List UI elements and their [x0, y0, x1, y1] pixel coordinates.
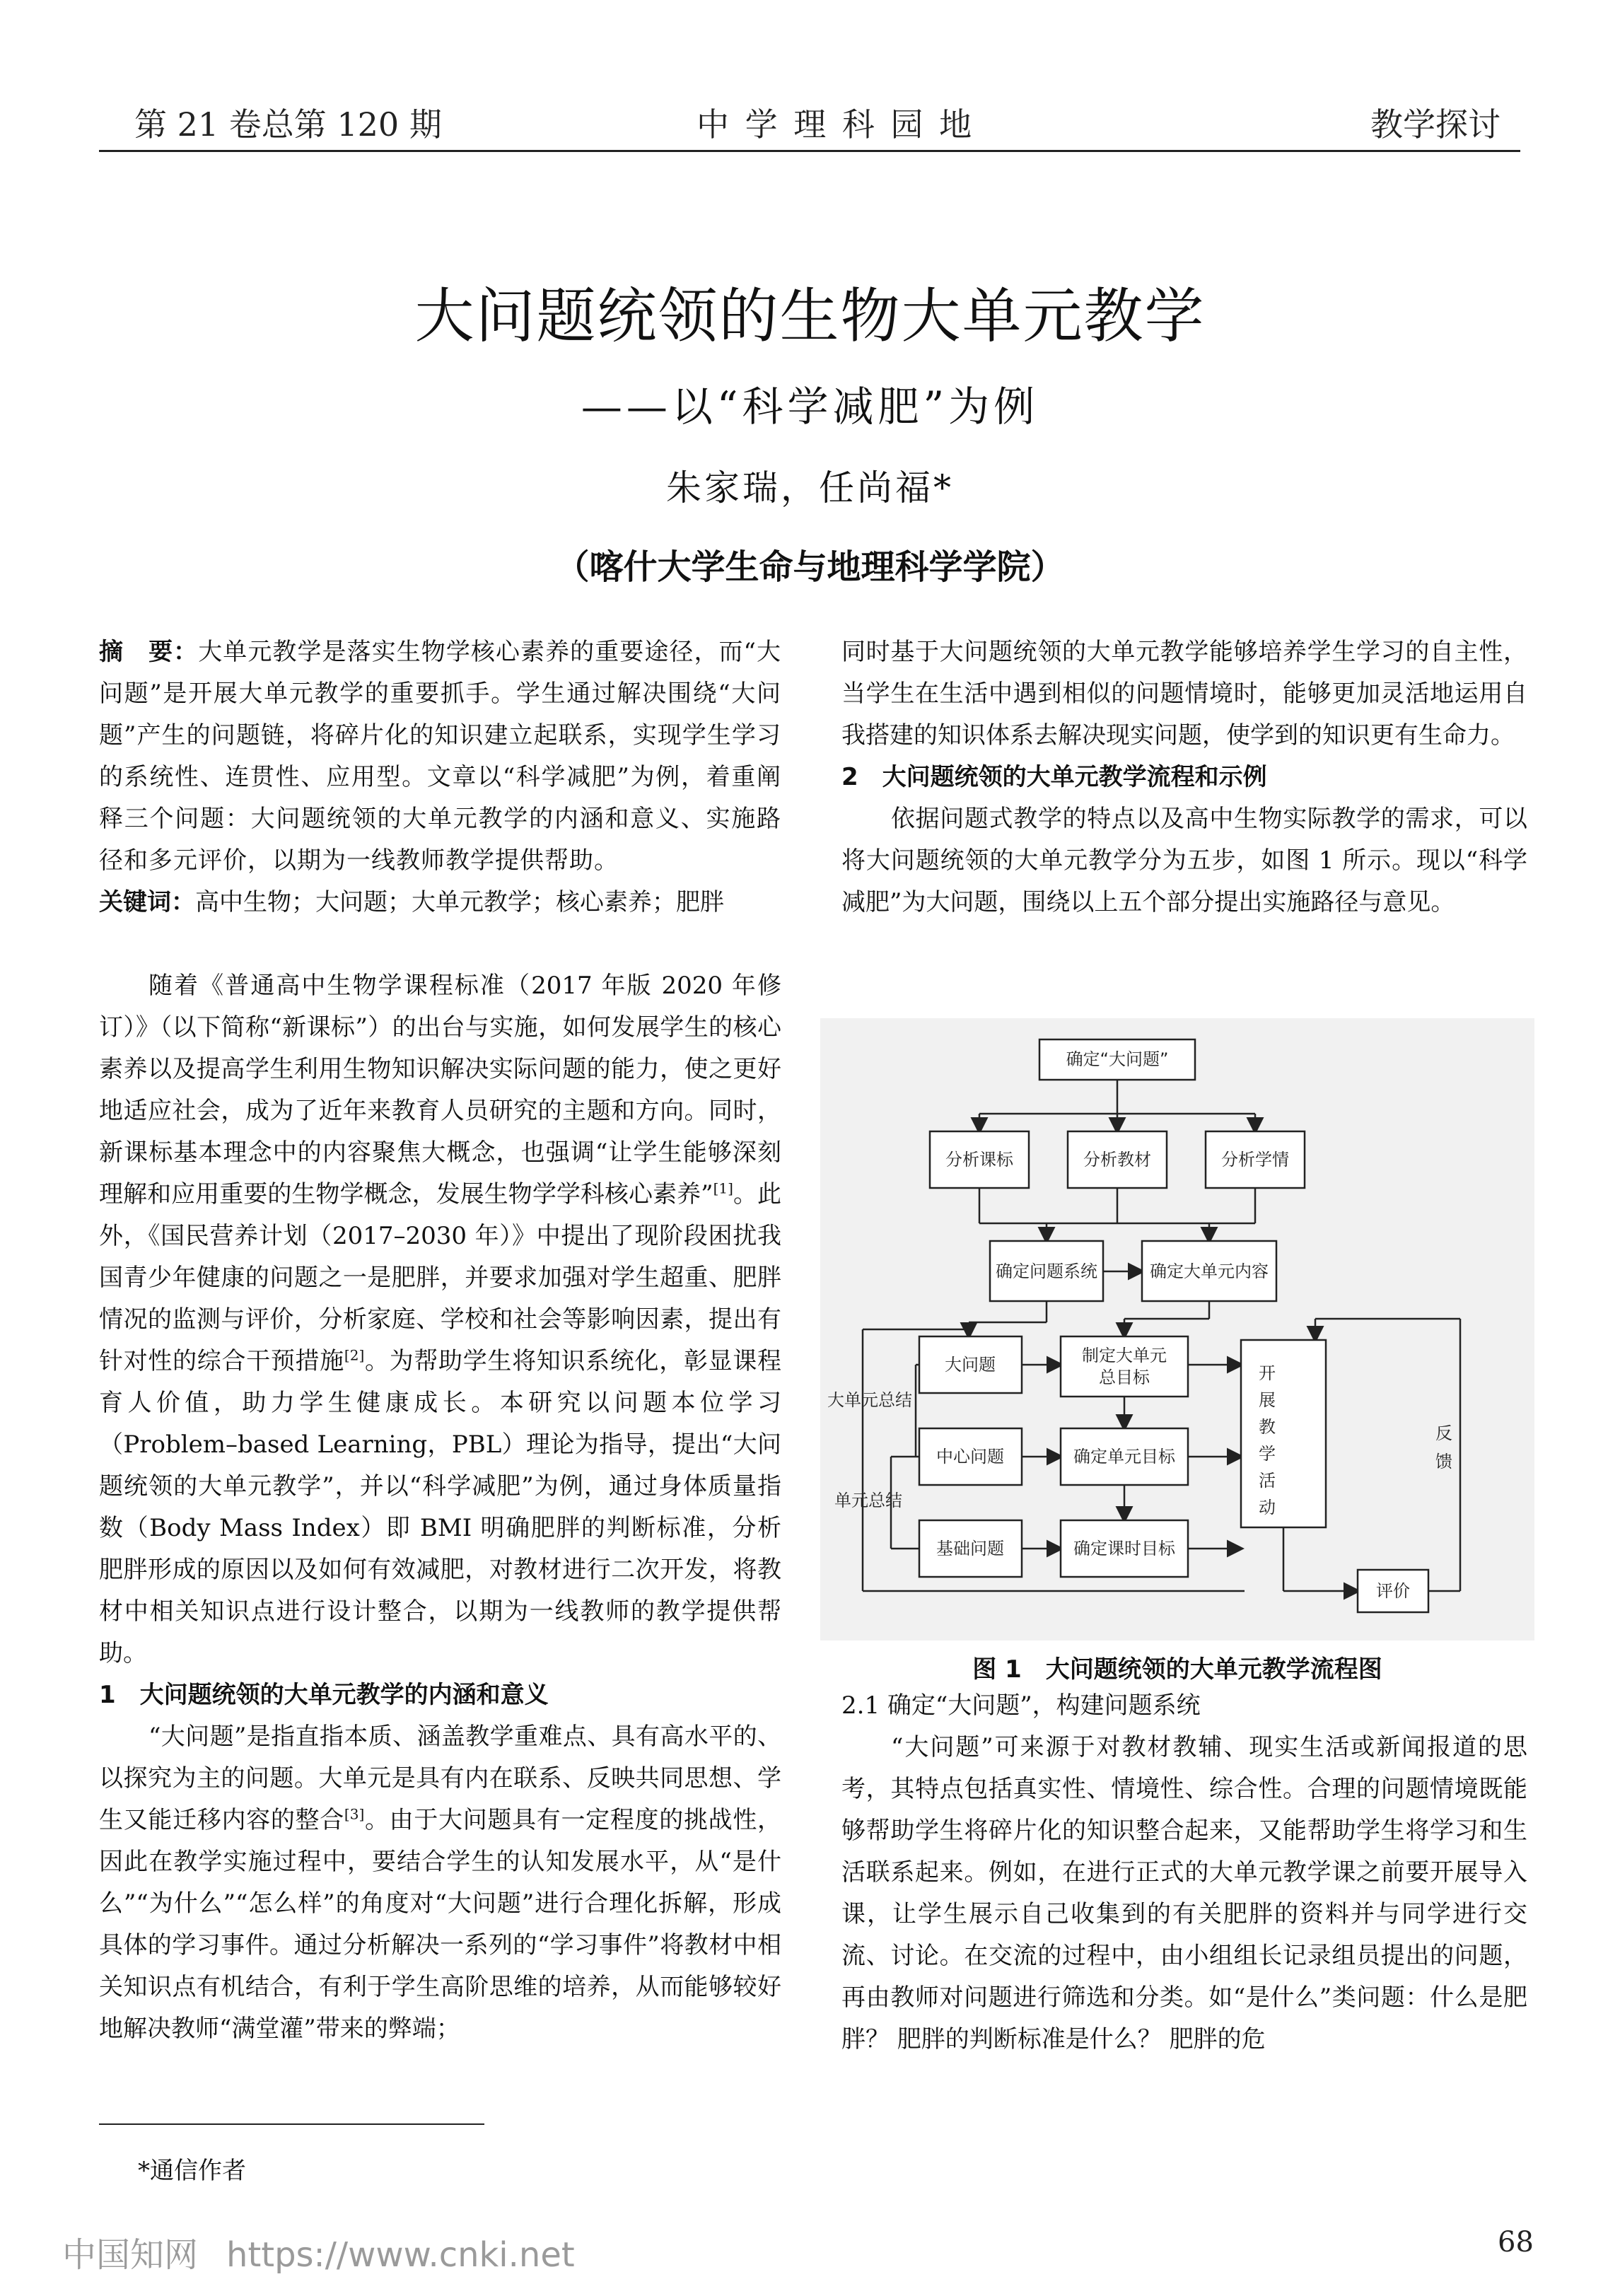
- citation-3[interactable]: [3]: [344, 1805, 365, 1823]
- section1-paragraph: [99, 1716, 781, 2050]
- label-activity-1: 开: [1259, 1363, 1276, 1383]
- label-overall-goal-1: 制定大单元: [1082, 1346, 1167, 1365]
- intro-text-2: 。此外，《国民营养计划（2017–2030 年）》中提出了现阶段困扰我国青少年健康的问题之一是肥胖，并要求加强对学生超重、肥胖情况的监测与评价，分析家庭、学校和社会等影响因素，提出有针对性的综合干预措施: [99, 1180, 781, 1375]
- intro-text-1: 随着《普通高中生物学课程标准（2017 年版 2020 年修订）》（以下简称“新课标”）的出台与实施，如何发展学生的核心素养以及提高学生利用生物知识解决实际问题的能力，使之更好地适应社会，成为了近年来教育人员研究的主题和方向。同时，新课标基本理念中的内容聚焦大概念，也强调“让学生能够深刻理解和应用重要的生物学概念，发展生物学学科核心素养”: [99, 972, 781, 1208]
- label-analyze-standard: 分析课标: [945, 1150, 1013, 1170]
- label-activity-4: 学: [1259, 1444, 1276, 1464]
- label-activity-3: 教: [1259, 1417, 1276, 1437]
- keywords-text: 高中生物；大问题；大单元教学；核心素养；肥胖: [195, 888, 724, 916]
- label-analyze-learner: 分析学情: [1221, 1150, 1289, 1170]
- keywords-label: 关键词：: [99, 888, 195, 916]
- right-column-top: [841, 631, 1527, 923]
- label-center-question: 中心问题: [936, 1447, 1004, 1467]
- node-teaching-activity: [1241, 1340, 1326, 1527]
- cnki-watermark: [62, 2227, 575, 2276]
- section2-paragraph: 依据问题式教学的特点以及高中生物实际教学的需求，可以将大问题统领的大单元教学分为五步，如图 1 所示。现以“科学减肥”为大问题，围绕以上五个部分提出实施路径与意见。: [841, 805, 1527, 916]
- label-unit-content: 确定大单元内容: [1150, 1261, 1269, 1281]
- article-subtitle: ——以“科学减肥”为例: [581, 383, 1039, 431]
- article-title: 大问题统领的生物大单元教学: [414, 281, 1206, 351]
- header-column: 教学探讨: [1370, 105, 1500, 144]
- label-problem-system: 确定问题系统: [996, 1261, 1097, 1281]
- label-unit-goal: 确定单元目标: [1073, 1447, 1175, 1467]
- label-activity-2: 展: [1259, 1390, 1276, 1410]
- citation-2[interactable]: [2]: [344, 1346, 365, 1364]
- header-rule: [99, 150, 1520, 152]
- label-feedback-2: 馈: [1435, 1452, 1452, 1472]
- label-big-summary: 大单元总结: [827, 1390, 912, 1410]
- header-journal: 中 学 理 科 园 地: [697, 105, 975, 144]
- label-basic-question: 基础问题: [936, 1539, 1004, 1558]
- section2-heading: 2 大问题统领的大单元教学流程和示例: [841, 763, 1267, 791]
- intro-paragraph: [99, 965, 781, 1674]
- abstract-label: 摘 要：: [99, 638, 199, 666]
- label-big-question: 大问题: [945, 1355, 996, 1375]
- section1-text-2: 。由于大问题具有一定程度的挑战性，因此在教学实施过程中，要结合学生的认知发展水平，从“是什么”“为什么”“怎么样”的角度对“大问题”进行合理化拆解，形成具体的学习事件。通过分析解决一系列的“学习事件”将教材中相关知识点有机结合，有利于学生高阶思维的培养，从而能够较好地解决教师“满堂灌”带来的弊端；: [99, 1806, 782, 2043]
- label-analyze-textbook: 分析教材: [1083, 1150, 1151, 1170]
- left-column: [99, 631, 781, 2050]
- abstract-text: 大单元教学是落实生物学核心素养的重要途径，而“大问题”是开展大单元教学的重要抓手。学生通过解决围绕“大问题”产生的问题链，将碎片化的知识建立起联系，实现学生学习的系统性、连贯性、应用型。文章以“科学减肥”为例，着重阐释三个问题：大问题统领的大单元教学的内涵和意义、实施路径和多元评价，以期为一线教师教学提供帮助。: [99, 638, 782, 875]
- flowchart: [820, 1018, 1534, 1641]
- cnki-url[interactable]: https://www.cnki.net: [226, 2235, 575, 2275]
- keywords: [99, 882, 781, 923]
- footnote: *通信作者: [138, 2157, 246, 2185]
- label-confirm-question: 确定“大问题”: [1066, 1049, 1169, 1069]
- right-column-bottom: [841, 1685, 1527, 2061]
- figure-1-caption: 图 1 大问题统领的大单元教学流程图: [972, 1655, 1382, 1684]
- section21-heading: 2.1 确定“大问题”，构建问题系统: [841, 1691, 1201, 1720]
- authors: 朱家瑞，任尚福*: [666, 467, 954, 508]
- intro-text-3: 。为帮助学生将知识系统化，彰显课程育人价值，助力学生健康成长。本研究以问题本位学习（Problem–based Learning，PBL）理论为指导，提出“大问题统领的大单元教学”，并以“科学减肥”为例，通过身体质量指数（Body Mass Index）即 BMI 明确肥胖的判断标准，分析肥胖形成的原因以及如何有效减肥，对教材进行二次开发，将教材中相关知识点进行设计整合，以期为一线教师的教学提供帮助。: [99, 1347, 782, 1667]
- label-unit-summary: 单元总结: [834, 1491, 902, 1510]
- cnki-logo-text: 中国知网: [62, 2235, 199, 2275]
- page-number: 68: [1498, 2226, 1534, 2259]
- label-activity-5: 活: [1259, 1471, 1276, 1491]
- label-overall-goal-2: 总目标: [1099, 1368, 1150, 1387]
- section1-heading: 1 大问题统领的大单元教学的内涵和意义: [99, 1681, 549, 1709]
- continued-paragraph: 同时基于大问题统领的大单元教学能够培养学生学习的自主性，当学生在生活中遇到相似的问题情境时，能够更加灵活地运用自我搭建的知识体系去解决现实问题，使学到的知识更有生命力。: [841, 638, 1527, 750]
- figure-1: [820, 1018, 1534, 1641]
- label-activity-6: 动: [1259, 1498, 1276, 1517]
- section1-text-1: “大问题”是指直指本质、涵盖教学重难点、具有高水平的、以探究为主的问题。大单元是具有内在联系、反映共同思想、学生又能迁移内容的整合: [99, 1723, 781, 1834]
- abstract: [99, 631, 781, 882]
- affiliation: （喀什大学生命与地理科学学院）: [555, 547, 1065, 587]
- section21-paragraph: “大问题”可来源于对教材教辅、现实生活或新闻报道的思考，其特点包括真实性、情境性、综合性。合理的问题情境既能够帮助学生将碎片化的知识整合起来，又能帮助学生将学习和生活联系起来。例如，在进行正式的大单元教学课之前要开展导入课，让学生展示自己收集到的有关肥胖的资料并与同学进行交流、讨论。在交流的过程中，由小组组长记录组员提出的问题，再由教师对问题进行筛选和分类。如“是什么”类问题：什么是肥胖？ 肥胖的判断标准是什么？ 肥胖的危: [841, 1733, 1527, 2053]
- label-evaluation: 评价: [1376, 1581, 1410, 1601]
- label-feedback-1: 反: [1435, 1423, 1452, 1443]
- citation-1[interactable]: [1]: [713, 1179, 733, 1197]
- header-volume: 第 21 卷总第 120 期: [134, 105, 442, 144]
- label-lesson-goal: 确定课时目标: [1073, 1539, 1175, 1558]
- footnote-rule: [99, 2123, 484, 2125]
